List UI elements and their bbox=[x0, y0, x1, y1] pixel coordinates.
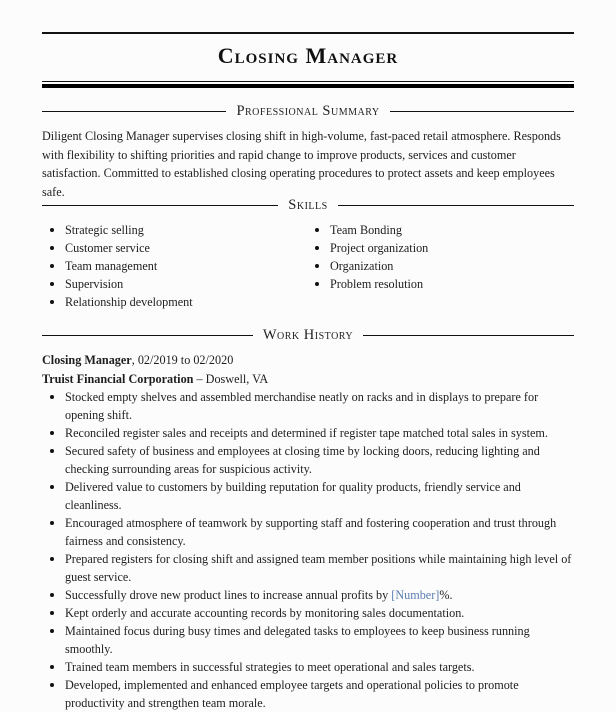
job-bullet-item bbox=[65, 676, 575, 712]
skill-label: Strategic selling bbox=[65, 223, 144, 237]
summary-text: Diligent Closing Manager supervises closing shift in high-volume, fast-paced retail atmosphere. Responds with flexibility to shifting priorities and rapid change to improve products, services and customer satisfaction. Committed to established closing operating procedures to protect assets and keep employees safe. bbox=[42, 129, 561, 199]
divider bbox=[42, 205, 278, 206]
bullet-icon bbox=[315, 264, 319, 268]
job-bullet-item bbox=[65, 658, 575, 676]
bullet-text: %. bbox=[439, 588, 453, 602]
placeholder-number: [Number] bbox=[391, 588, 440, 602]
bullet-icon bbox=[50, 246, 54, 250]
job-title: Closing Manager bbox=[42, 353, 132, 367]
bullet-icon bbox=[50, 485, 54, 489]
job-bullet-item bbox=[65, 586, 575, 604]
skills-list bbox=[42, 221, 574, 311]
skill-label: Organization bbox=[330, 259, 394, 273]
bullet-icon bbox=[315, 282, 319, 286]
bullet-icon bbox=[50, 611, 54, 615]
work-history bbox=[42, 351, 574, 712]
bullet-icon bbox=[50, 449, 54, 453]
bullet-icon bbox=[50, 629, 54, 633]
header-top-rule bbox=[42, 32, 574, 34]
bullet-icon bbox=[50, 431, 54, 435]
skill-item bbox=[65, 293, 307, 311]
job-title-line bbox=[42, 351, 574, 370]
job-bullet-item bbox=[65, 622, 575, 658]
bullet-text: Successfully drove new product lines to increase annual profits by bbox=[65, 588, 392, 602]
company-name: Truist Financial Corporation bbox=[42, 371, 194, 386]
bullet-text: Reconciled register sales and receipts and determined if register tape matched total sales in system. bbox=[65, 426, 548, 440]
job-location: – Doswell, VA bbox=[193, 371, 269, 386]
bullet-text: Secured safety of business and employees at closing time by locking doors, reducing lighting and checking surrounding areas for suspicious activity. bbox=[65, 444, 540, 476]
bullet-icon bbox=[50, 557, 54, 561]
job-bullet-item bbox=[65, 442, 575, 478]
bullet-icon bbox=[50, 282, 54, 286]
skill-label: Relationship development bbox=[65, 295, 193, 309]
bullet-icon bbox=[50, 228, 54, 232]
section-header-work bbox=[42, 326, 574, 344]
job-bullet-item bbox=[65, 604, 575, 622]
skill-item bbox=[330, 239, 428, 257]
section-title: Skills bbox=[288, 197, 328, 213]
bullet-icon bbox=[315, 246, 319, 250]
skill-item bbox=[330, 275, 428, 293]
skill-item bbox=[65, 221, 307, 239]
bullet-text: Developed, implemented and enhanced employee targets and operational policies to promote productivity and strengthen team morale. bbox=[65, 678, 519, 710]
divider bbox=[363, 335, 574, 336]
bullet-text: Encouraged atmosphere of teamwork by supporting staff and fostering cooperation and trust through fairness and consistency. bbox=[65, 516, 557, 548]
bullet-text: Prepared registers for closing shift and assigned team member positions while maintaining high level of guest service. bbox=[65, 552, 572, 584]
bullet-icon bbox=[50, 300, 54, 304]
section-title: Professional Summary bbox=[236, 103, 380, 119]
divider bbox=[390, 111, 574, 112]
skill-item bbox=[65, 239, 307, 257]
skill-label: Team management bbox=[65, 259, 158, 273]
job-bullet-item bbox=[65, 514, 575, 550]
bullet-text: Kept orderly and accurate accounting records by monitoring sales documentation. bbox=[65, 606, 465, 620]
bullet-icon bbox=[50, 593, 54, 597]
section-header-summary bbox=[42, 102, 574, 120]
section-title: Work History bbox=[262, 327, 354, 343]
skill-label: Problem resolution bbox=[330, 277, 424, 291]
skills-column-1 bbox=[42, 221, 307, 311]
bullet-text: Stocked empty shelves and assembled merchandise neatly on racks and in displays to prepare for opening shift. bbox=[65, 390, 539, 422]
job-bullet-item bbox=[65, 424, 575, 442]
job-bullet-item bbox=[65, 550, 575, 586]
bullet-text: Delivered value to customers by building reputation for quality products, friendly service and cleanliness. bbox=[65, 480, 521, 512]
job-bullets bbox=[42, 388, 574, 712]
skill-item bbox=[65, 275, 307, 293]
header-thin-rule bbox=[42, 81, 574, 82]
bullet-icon bbox=[50, 521, 54, 525]
section-header-skills bbox=[42, 196, 574, 214]
divider bbox=[338, 205, 574, 206]
skill-label: Supervision bbox=[65, 277, 124, 291]
bullet-icon bbox=[50, 665, 54, 669]
skill-label: Project organization bbox=[330, 241, 429, 255]
skills-column-2 bbox=[307, 221, 428, 311]
bullet-icon bbox=[50, 264, 54, 268]
bullet-icon bbox=[315, 228, 319, 232]
skill-item bbox=[65, 257, 307, 275]
bullet-text: Trained team members in successful strategies to meet operational and sales targets. bbox=[65, 660, 475, 674]
bullet-icon bbox=[50, 683, 54, 687]
skill-label: Team Bonding bbox=[330, 223, 402, 237]
job-bullet-item bbox=[65, 478, 575, 514]
header-thick-rule bbox=[42, 84, 574, 88]
skill-label: Customer service bbox=[65, 241, 150, 255]
divider bbox=[42, 335, 253, 336]
resume-title: Closing Manager bbox=[217, 43, 399, 68]
job-company-line bbox=[42, 370, 574, 389]
divider bbox=[42, 111, 226, 112]
job-dates: , 02/2019 to 02/2020 bbox=[131, 353, 234, 367]
skill-item bbox=[330, 257, 428, 275]
bullet-text: Maintained focus during busy times and delegated tasks to employees to keep business running smoothly. bbox=[65, 624, 530, 656]
job-bullet-item bbox=[65, 388, 575, 424]
bullet-icon bbox=[50, 395, 54, 399]
skill-item bbox=[330, 221, 428, 239]
